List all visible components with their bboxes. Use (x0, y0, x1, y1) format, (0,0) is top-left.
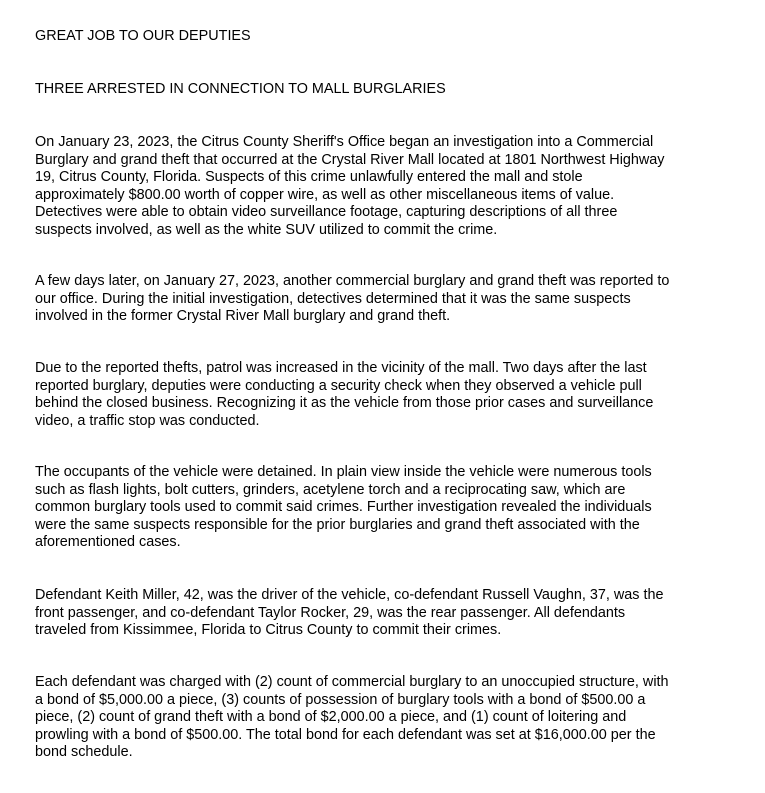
paragraph-line: front passenger, and co-defendant Taylor Rocker, 29, was the rear passenger. All defendants (35, 604, 626, 621)
paragraph-line: The occupants of the vehicle were detained. In plain view inside the vehicle were numerous tools (35, 464, 652, 480)
paragraph-line: video, a traffic stop was conducted. (35, 412, 260, 429)
paragraph-line: Due to the reported thefts, patrol was increased in the vicinity of the mall. Two days after the last (35, 360, 647, 376)
heading-great-job: GREAT JOB TO OUR DEPUTIES (35, 28, 251, 44)
paragraph-line: On January 23, 2023, the Citrus County Sheriff's Office began an investigation into a Commercial (35, 134, 654, 150)
paragraph-line: A few days later, on January 27, 2023, another commercial burglary and grand theft was reported to (35, 273, 670, 289)
paragraph-line: suspects involved, as well as the white SUV utilized to commit the crime. (35, 221, 498, 238)
paragraph-line: Burglary and grand theft that occurred at the Crystal River Mall located at 1801 Northwest Highway (35, 151, 665, 168)
paragraph-line: bond schedule. (35, 744, 133, 760)
paragraph-line: approximately $800.00 worth of copper wire, as well as other miscellaneous items of value. (35, 186, 615, 203)
paragraph-line: 19, Citrus County, Florida. Suspects of this crime unlawfully entered the mall and stole (35, 169, 583, 185)
paragraph-line: Defendant Keith Miller, 42, was the driver of the vehicle, co-defendant Russell Vaughn, 37, was the (35, 587, 664, 603)
paragraph-line: Detectives were able to obtain video surveillance footage, capturing descriptions of all three (35, 204, 618, 220)
paragraph-line: piece, (2) count of grand theft with a bond of $2,000.00 a piece, and (1) count of loitering and (35, 709, 627, 725)
paragraph-line: a bond of $5,000.00 a piece, (3) counts of possession of burglary tools with a bond of $500.00 a (35, 691, 646, 708)
paragraph-line: common burglary tools used to commit said crimes. Further investigation revealed the individuals (35, 499, 652, 515)
paragraph-line: our office. During the initial investigation, detectives determined that it was the same suspects (35, 290, 631, 307)
paragraph-line: reported burglary, deputies were conducting a security check when they observed a vehicle pull (35, 377, 642, 394)
paragraph-line: traveled from Kissimmee, Florida to Citrus County to commit their crimes. (35, 622, 502, 638)
paragraph-line: involved in the former Crystal River Mall burglary and grand theft. (35, 308, 451, 324)
paragraph-line: aforementioned cases. (35, 534, 181, 550)
paragraph-line: were the same suspects responsible for the prior burglaries and grand theft associated with the (35, 516, 640, 533)
heading-three-arrested: THREE ARRESTED IN CONNECTION TO MALL BURGLARIES (35, 81, 446, 97)
paragraph-line: prowling with a bond of $500.00. The total bond for each defendant was set at $16,000.00 per the (35, 726, 656, 743)
paragraph-line: such as flash lights, bolt cutters, grinders, acetylene torch and a reciprocating saw, which are (35, 481, 626, 498)
paragraph-line: behind the closed business. Recognizing it as the vehicle from those prior cases and surveillance (35, 395, 654, 411)
paragraph-line: Each defendant was charged with (2) count of commercial burglary to an unoccupied structure, with (35, 674, 669, 690)
